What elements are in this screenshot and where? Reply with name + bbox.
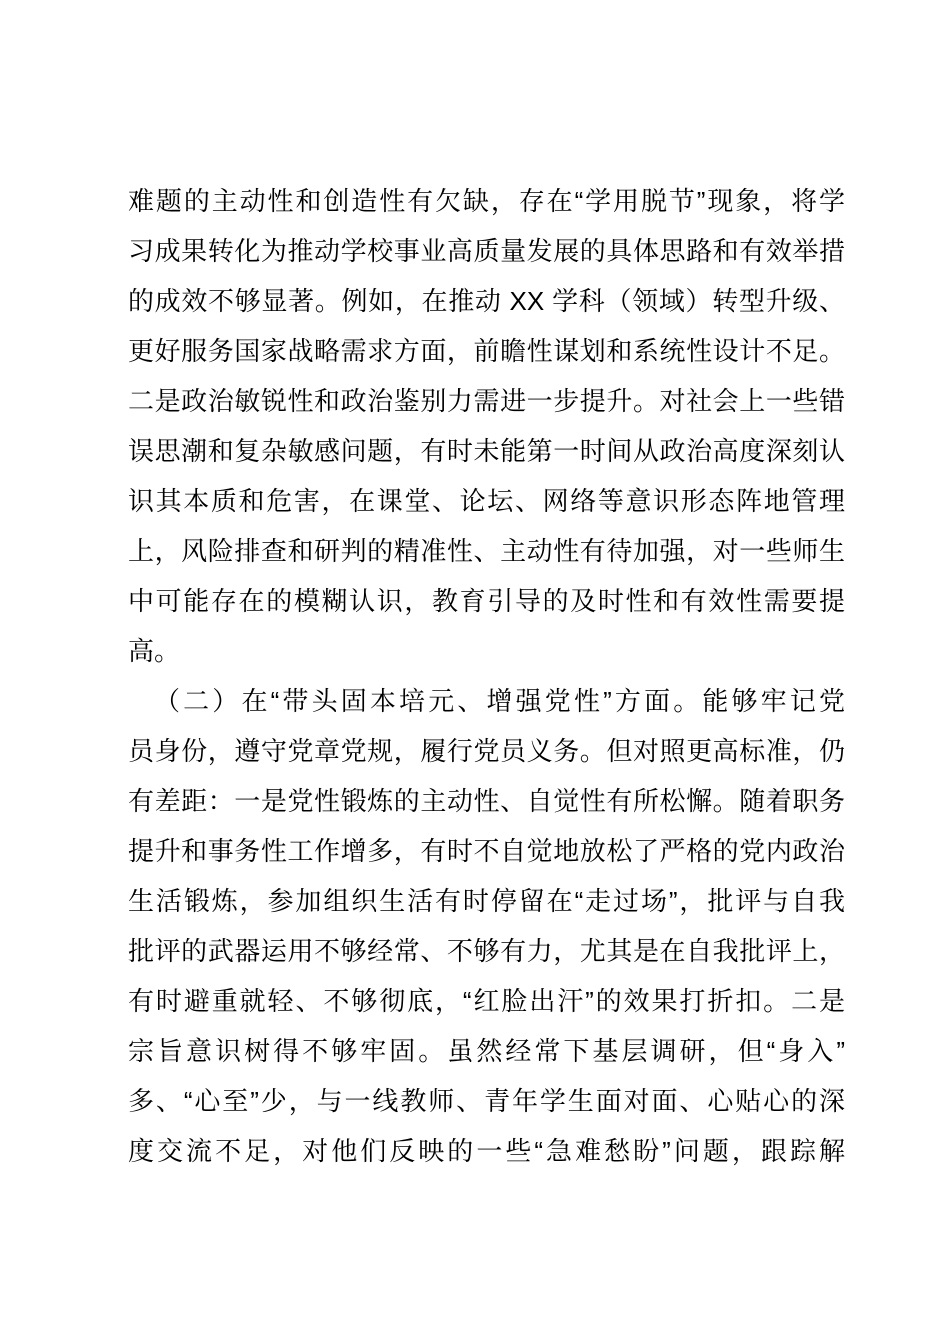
text-line: 误思潮和复杂敏感问题，有时未能第一时间从政治高度深刻认 [128, 436, 845, 466]
text-line: 习成果转化为推动学校事业高质量发展的具体思路和有效举措 [128, 236, 845, 266]
text-line: 识其本质和危害，在课堂、论坛、网络等意识形态阵地管理 [128, 486, 845, 516]
text-line: 更好服务国家战略需求方面，前瞻性谋划和系统性设计不足。 [128, 336, 845, 366]
text-line: 生活锻炼，参加组织生活有时停留在“走过场”，批评与自我 [128, 886, 845, 916]
text-line: 二是政治敏锐性和政治鉴别力需进一步提升。对社会上一些错 [128, 386, 845, 416]
text-line: 提升和事务性工作增多，有时不自觉地放松了严格的党内政治 [128, 836, 845, 866]
text-line: 的成效不够显著。例如，在推动 XX 学科（领域）转型升级、 [128, 286, 845, 316]
text-line: 中可能存在的模糊认识，教育引导的及时性和有效性需要提 [128, 586, 845, 616]
document-body [128, 176, 845, 1176]
text-line: 批评的武器运用不够经常、不够有力，尤其是在自我批评上， [128, 936, 845, 966]
text-line: 度交流不足，对他们反映的一些“急难愁盼”问题，跟踪解 [128, 1136, 845, 1166]
text-line: 有差距：一是党性锻炼的主动性、自觉性有所松懈。随着职务 [128, 786, 845, 816]
text-line: 员身份，遵守党章党规，履行党员义务。但对照更高标准，仍 [128, 736, 845, 766]
text-line: 高。 [128, 636, 181, 666]
text-line: 多、“心至”少，与一线教师、青年学生面对面、心贴心的深 [128, 1086, 845, 1116]
text-line: 难题的主动性和创造性有欠缺，存在“学用脱节”现象，将学 [128, 186, 845, 216]
text-line: 宗旨意识树得不够牢固。虽然经常下基层调研，但“身入” [128, 1036, 845, 1066]
text-line: 上，风险排查和研判的精准性、主动性有待加强，对一些师生 [128, 536, 845, 566]
text-line: （二）在“带头固本培元、增强党性”方面。能够牢记党 [154, 686, 845, 716]
text-line: 有时避重就轻、不够彻底，“红脸出汗”的效果打折扣。二是 [128, 986, 845, 1016]
